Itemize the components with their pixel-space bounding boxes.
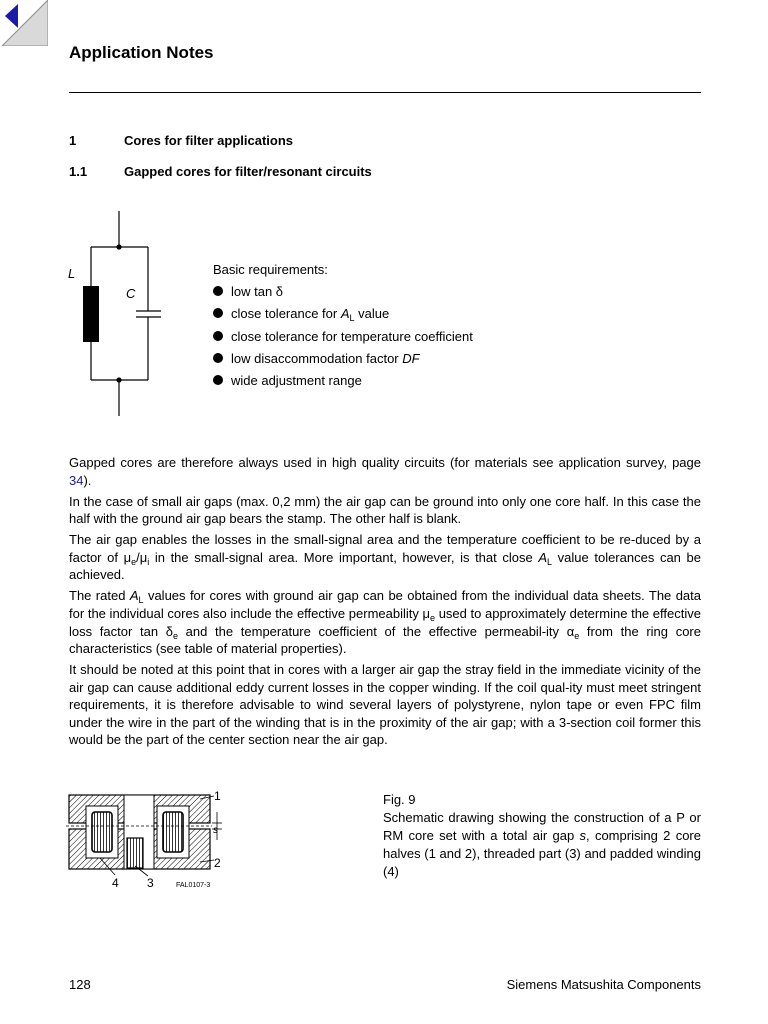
back-arrow-icon[interactable] [5,4,18,28]
capacitor-label: C [126,286,136,301]
publisher: Siemens Matsushita Components [506,977,701,992]
requirements-list [213,283,473,394]
bullet-icon [213,308,223,318]
section-1-number: 1 [69,133,77,148]
nav-corner[interactable] [0,0,48,46]
bullet-icon [213,331,223,341]
label-2: 2 [214,856,221,870]
bullet-icon [213,353,223,363]
title-rule [69,92,701,93]
list-item: close tolerance for $A_L$ value [213,305,473,327]
paragraph-1: Gapped cores are therefore always used in high quality circuits (for materials see application survey, page 34). [69,455,701,488]
section-1-1-number: 1.1 [69,164,88,179]
lc-circuit-diagram [60,205,180,420]
paragraph-3: The air gap enables the losses in the small-signal area and the temperature coefficient to be re-duced by a factor of $\mu_e/\mu_i$ in the small-signal area. More important, however, is that close $A_L$ value tolerances can be achieved. [69,532,701,583]
label-1: 1 [214,789,221,803]
figure-caption-text: Schematic drawing showing the construction of a P or RM core set with a total air gap s, comprising 2 core halves (1 and 2), threaded part (3) and padded winding (4) [383,810,701,879]
figure-caption-title: Fig. 9 [383,792,416,807]
label-4: 4 [112,876,119,890]
requirements-heading: Basic requirements: [213,262,328,277]
label-3: 3 [147,876,154,890]
page-title: Application Notes [69,43,214,62]
paragraph-5: It should be noted at this point that in cores with a larger air gap the stray field in the immediate vicinity of the air gap can cause additional eddy current losses in the copper winding. If the coil qual-ity must meet stringent requirements, it is therefore advisable to wind several layers of polystyrene, nylon tape or even FPC film under the wire in the part of the winding that is in the proximity of the air gap; with a 3-section coil former this would be the part of the center section near the air gap. [69,662,701,748]
bullet-icon [213,375,223,385]
paragraph-2: In the case of small air gaps (max. 0,2 mm) the air gap can be ground into only one core half. In this case the half with the ground air gap bears the stamp. The other half is blank. [69,493,701,527]
page-curl [2,0,48,46]
page-link[interactable]: 34 [69,472,84,488]
figure-code: FAL0107-3 [176,882,211,889]
figure-caption [383,791,701,881]
inductor-symbol [83,286,99,342]
label-s: s [213,825,218,836]
list-item: wide adjustment range [213,372,473,394]
paragraph-4: The rated $A_L$ values for cores with ground air gap can be obtained from the individual data sheets. The data for the individual cores also include the effective permeability $\mu_e$ used to approximately determine the effective loss factor $\tan \delta_e$ and the temperature coefficient of the effective permeabil-ity $\alpha_e$ from the ring core characteristics (see table of material properties). [69,588,701,657]
section-1-1-title: Gapped cores for filter/resonant circuits [124,164,372,179]
bullet-icon [213,286,223,296]
body-text [69,454,701,752]
section-1-title: Cores for filter applications [124,133,294,148]
inductor-label: L [68,266,76,281]
list-item: low disaccommodation factor DF [213,350,473,372]
list-item: low tan δ [213,283,473,305]
list-item: close tolerance for temperature coefficient [213,328,473,350]
core-set-drawing [66,786,226,890]
page-number: 128 [69,977,91,992]
